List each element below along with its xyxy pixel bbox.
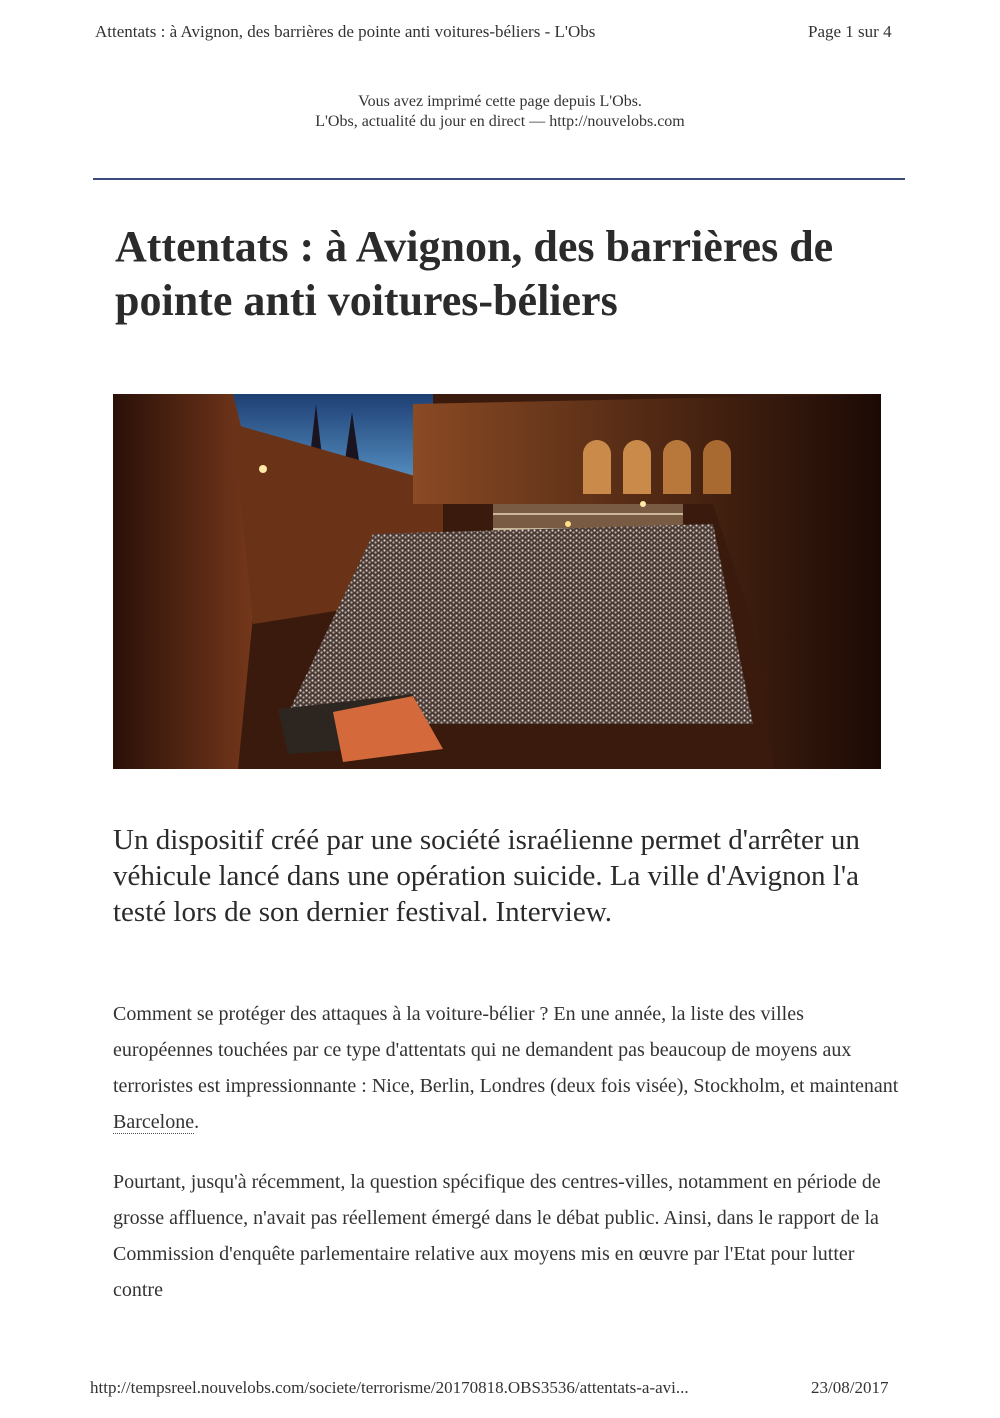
article-paragraph	[113, 996, 903, 1140]
print-footer-date: 23/08/2017	[811, 1378, 889, 1397]
hero-photo-illustration	[113, 394, 881, 769]
print-page-number: Page 1 sur 4	[808, 22, 892, 41]
paragraph-text: Comment se protéger des attaques à la voiture-bélier ? En une année, la liste des villes européennes touchées par ce type d'attentats qui ne demandent pas beaucoup de moyens aux terroristes est impressionnante : Nice, Berlin, Londres (deux fois visée), Stockholm, et maintenant	[113, 1003, 899, 1097]
barcelone-link[interactable]: Barcelone	[113, 1111, 195, 1133]
paragraph-text-end: .	[194, 1111, 200, 1133]
article-headline: Attentats : à Avignon, des barrières de pointe anti voitures-béliers	[115, 222, 834, 325]
print-footer-url: http://tempsreel.nouvelobs.com/societe/terrorisme/20170818.OBS3536/attentats-a-avi...	[90, 1378, 689, 1397]
header-divider	[93, 178, 905, 180]
print-header-title: Attentats : à Avignon, des barrières de pointe anti voitures-béliers - L'Obs	[95, 22, 596, 41]
print-notice-line-1: Vous avez imprimé cette page depuis L'Obs.	[358, 93, 642, 110]
article-lede: Un dispositif créé par une société israélienne permet d'arrêter un véhicule lancé dans une opération suicide. La ville d'Avignon l'a testé lors de son dernier festival. Interview.	[113, 824, 860, 928]
article-paragraph: Pourtant, jusqu'à récemment, la question spécifique des centres-villes, notamment en période de grosse affluence, n'avait pas réellement émergé dans le débat public. Ainsi, dans le rapport de la Commission d'enquête parlementaire relative aux moyens mis en œuvre par l'Etat pour lutter contre	[113, 1171, 881, 1301]
print-notice-line-2: L'Obs, actualité du jour en direct — http://nouvelobs.com	[315, 113, 685, 130]
article-hero-image	[113, 394, 881, 769]
